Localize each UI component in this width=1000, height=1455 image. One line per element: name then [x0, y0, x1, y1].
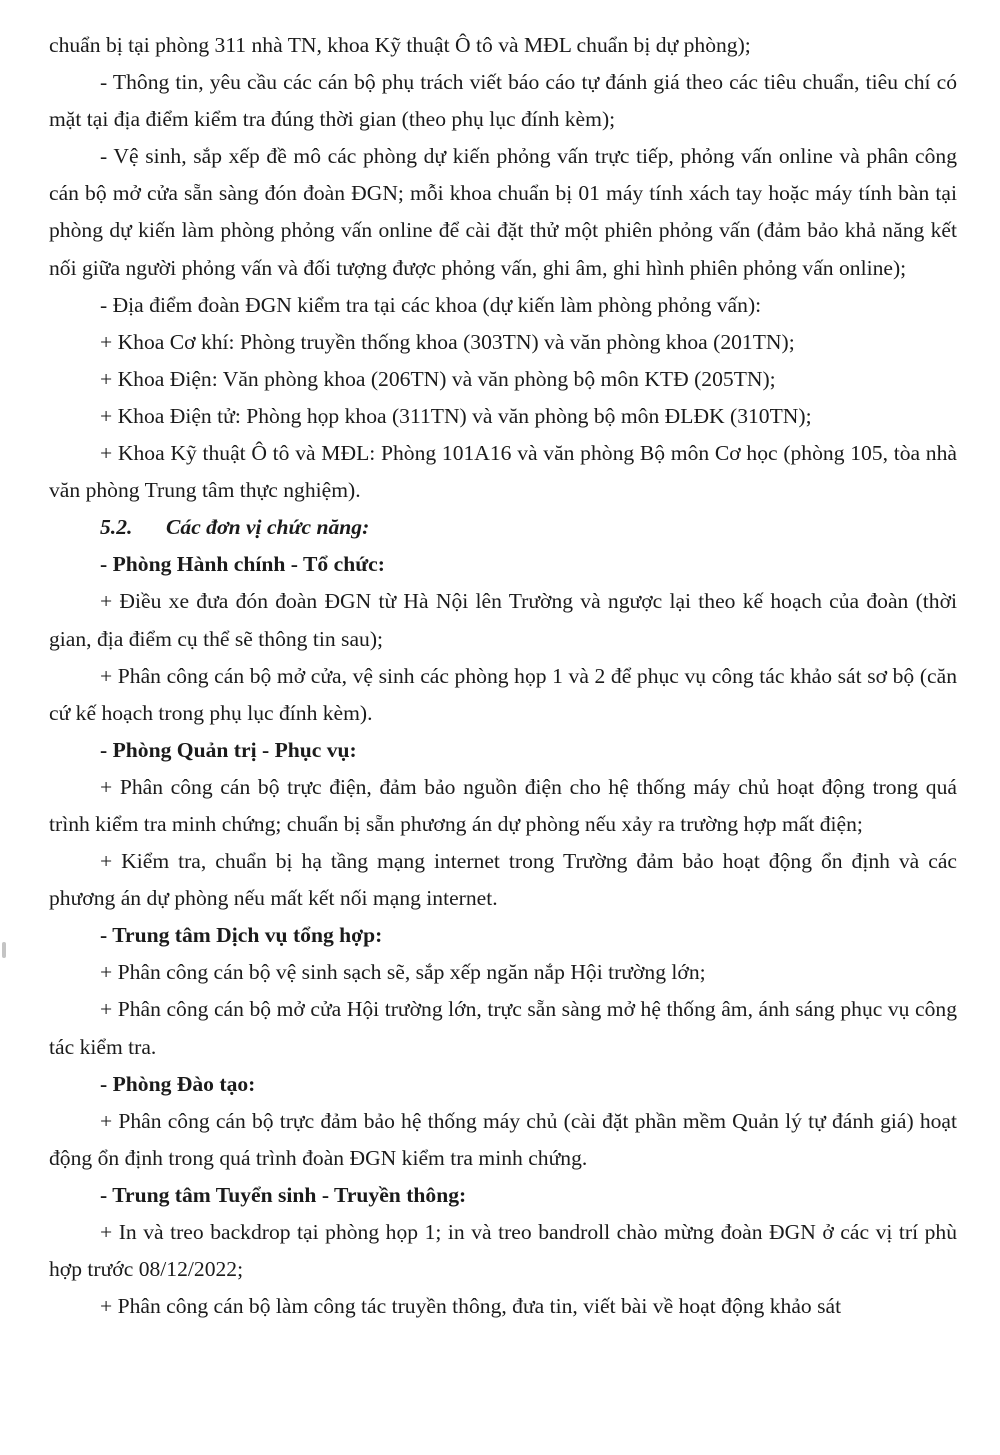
paragraph: + Phân công cán bộ mở cửa Hội trường lớn, trực sẵn sàng mở hệ thống âm, ánh sáng phục vụ công tác kiểm tra.: [49, 997, 957, 1059]
paragraph: + Phân công cán bộ trực đảm bảo hệ thống máy chủ (cài đặt phần mềm Quản lý tự đánh giá) hoạt động ổn định trong quá trình đoàn ĐGN kiểm tra minh chứng.: [49, 1108, 957, 1170]
document-body: [49, 27, 957, 1325]
paragraph: + Khoa Điện: Văn phòng khoa (206TN) và văn phòng bộ môn KTĐ (205TN);: [100, 366, 776, 391]
section-heading: [49, 509, 957, 546]
paragraph: + Phân công cán bộ mở cửa, vệ sinh các phòng họp 1 và 2 để phục vụ công tác khảo sát sơ bộ (căn cứ kế hoạch trong phụ lục đính kèm).: [49, 663, 957, 725]
unit-heading: - Phòng Đào tạo:: [100, 1071, 256, 1096]
paragraph: + Phân công cán bộ vệ sinh sạch sẽ, sắp xếp ngăn nắp Hội trường lớn;: [100, 960, 706, 985]
paragraph: + Khoa Kỹ thuật Ô tô và MĐL: Phòng 101A16 và văn phòng Bộ môn Cơ học (phòng 105, tòa nhà văn phòng Trung tâm thực nghiệm).: [49, 441, 957, 503]
paragraph: - Thông tin, yêu cầu các cán bộ phụ trách viết báo cáo tự đánh giá theo các tiêu chuẩn, tiêu chí có mặt tại địa điểm kiểm tra đúng thời gian (theo phụ lục đính kèm);: [49, 70, 957, 132]
section-title-text: Các đơn vị chức năng:: [166, 515, 370, 540]
unit-heading: - Phòng Quản trị - Phục vụ:: [100, 737, 357, 762]
paragraph: + Điều xe đưa đón đoàn ĐGN từ Hà Nội lên Trường và ngược lại theo kế hoạch của đoàn (thời gian, địa điểm cụ thể sẽ thông tin sau);: [49, 589, 957, 651]
paragraph: + Kiểm tra, chuẩn bị hạ tầng mạng internet trong Trường đảm bảo hoạt động ổn định và các phương án dự phòng nếu mất kết nối mạng internet.: [49, 849, 957, 911]
paragraph: + Phân công cán bộ trực điện, đảm bảo nguồn điện cho hệ thống máy chủ hoạt động trong quá trình kiểm tra minh chứng; chuẩn bị sẵn phương án dự phòng nếu xảy ra trường hợp mất điện;: [49, 774, 957, 836]
paragraph: + Khoa Điện tử: Phòng họp khoa (311TN) và văn phòng bộ môn ĐLĐK (310TN);: [100, 403, 812, 428]
paragraph: + Phân công cán bộ làm công tác truyền thông, đưa tin, viết bài về hoạt động khảo sát: [100, 1294, 842, 1319]
paragraph: + In và treo backdrop tại phòng họp 1; in và treo bandroll chào mừng đoàn ĐGN ở các vị trí phù hợp trước 08/12/2022;: [49, 1220, 957, 1282]
paragraph: - Vệ sinh, sắp xếp đề mô các phòng dự kiến phỏng vấn trực tiếp, phỏng vấn online và phân công cán bộ mở cửa sẵn sàng đón đoàn ĐGN; mỗi khoa chuẩn bị 01 máy tính xách tay hoặc máy tính bàn tại phòng dự kiến làm phòng phỏng vấn online để cài đặt thử một phiên phỏng vấn (đảm bảo khả năng kết nối giữa người phỏng vấn và đối tượng được phỏng vấn, ghi âm, ghi hình phiên phỏng vấn online);: [49, 144, 957, 280]
paragraph: + Khoa Cơ khí: Phòng truyền thống khoa (303TN) và văn phòng khoa (201TN);: [100, 329, 795, 354]
unit-heading: - Trung tâm Dịch vụ tổng hợp:: [100, 923, 383, 948]
scan-edge-mark: [2, 942, 6, 958]
section-number: 5.2.: [100, 515, 133, 540]
unit-heading: - Phòng Hành chính - Tổ chức:: [100, 552, 385, 577]
paragraph: chuẩn bị tại phòng 311 nhà TN, khoa Kỹ thuật Ô tô và MĐL chuẩn bị dự phòng);: [49, 33, 751, 57]
unit-heading: - Trung tâm Tuyển sinh - Truyền thông:: [100, 1182, 467, 1207]
paragraph: - Địa điểm đoàn ĐGN kiểm tra tại các khoa (dự kiến làm phòng phỏng vấn):: [100, 292, 762, 317]
